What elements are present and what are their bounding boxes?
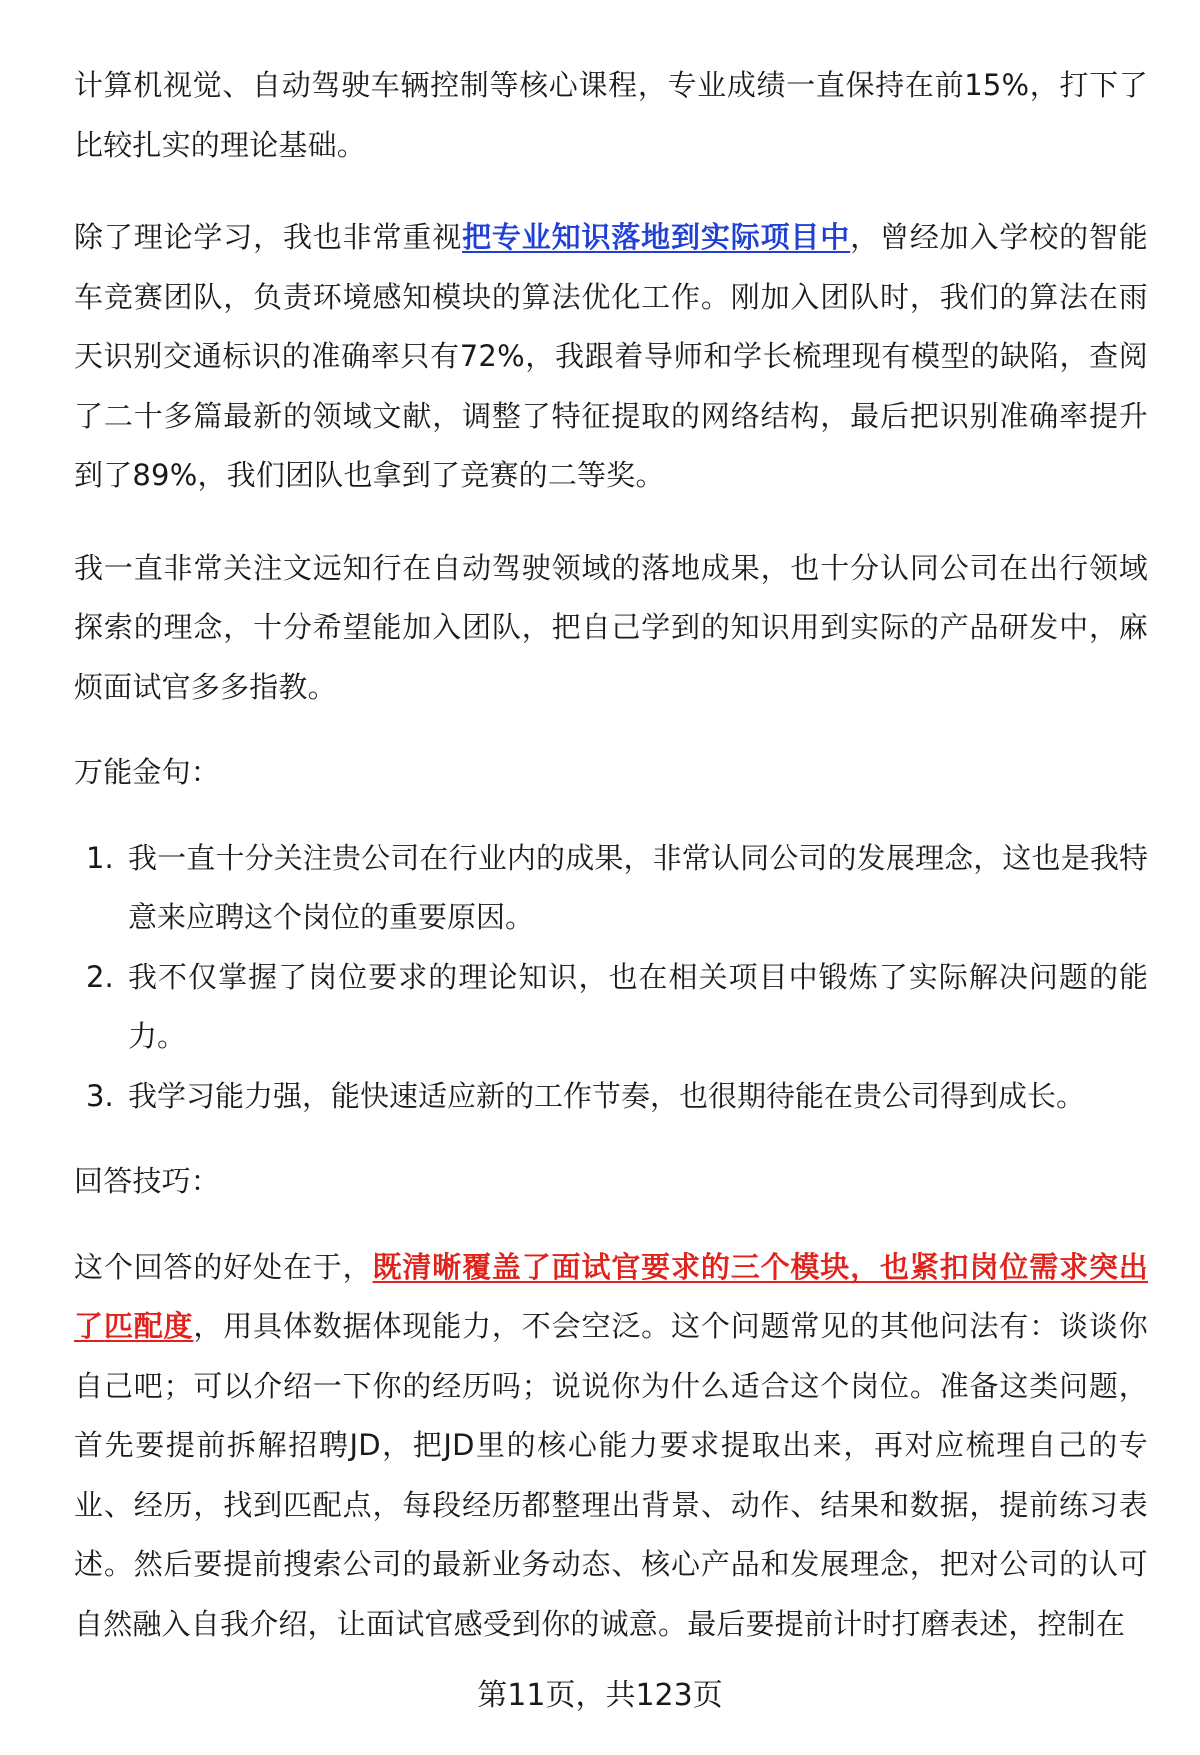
project-detail-text: ，曾经加入学校的智能车竞赛团队，负责环境感知模块的算法优化工作。刚加入团队时，我们的算法在雨天识别交通标识的准确率只有72%，我跟着导师和学长梳理现有模型的缺陷，查阅了二十多篇最新的领域文献，调整了特征提取的网络结构，最后把识别准确率提升到了89%，我们团队也拿到了竞赛的二等奖。 bbox=[74, 220, 1148, 492]
project-intro-text: 除了理论学习，我也非常重视 bbox=[74, 220, 463, 254]
list-item-number: 3. bbox=[86, 1078, 114, 1113]
paragraph-education: 计算机视觉、自动驾驶车辆控制等核心课程，专业成绩一直保持在前15%，打下了比较扎实的理论基础。 bbox=[74, 68, 1148, 162]
tips-intro-text: 这个回答的好处在于， bbox=[74, 1249, 373, 1284]
document-page bbox=[74, 56, 1148, 1654]
list-item-text: 我一直十分关注贵公司在行业内的成果，非常认同公司的发展理念，这也是我特意来应聘这个岗位的重要原因。 bbox=[128, 840, 1148, 934]
list-item-text: 我不仅掌握了岗位要求的理论知识，也在相关项目中锻炼了实际解决问题的能力。 bbox=[128, 959, 1148, 1053]
list-item-number: 1. bbox=[86, 840, 114, 875]
list-item bbox=[74, 948, 1148, 1067]
tips-detail-text: ，用具体数据体现能力，不会空泛。这个问题常见的其他问法有：谈谈你自己吧；可以介绍一下你的经历吗；说说你为什么适合这个岗位。准备这类问题，首先要提前拆解招聘JD，把JD里的核心能力要求提取出来，再对应梳理自己的专业、经历，找到匹配点，每段经历都整理出背景、动作、结果和数据，提前练习表述。然后要提前搜索公司的最新业务动态、核心产品和发展理念，把对公司的认可自然融入自我介绍，让面试官感受到你的诚意。最后要提前计时打磨表述，控制在 bbox=[74, 1309, 1148, 1641]
paragraph-motivation: 我一直非常关注文远知行在自动驾驶领域的落地成果，也十分认同公司在出行领域探索的理念，十分希望能加入团队，把自己学到的知识用到实际的产品研发中，麻烦面试官多多指教。 bbox=[74, 550, 1148, 704]
paragraph-project bbox=[74, 208, 1148, 506]
project-emphasis-link[interactable]: 把专业知识落地到实际项目中 bbox=[462, 220, 851, 254]
list-item bbox=[74, 829, 1148, 948]
tips-heading: 回答技巧： bbox=[74, 1164, 221, 1198]
list-item-number: 2. bbox=[86, 959, 114, 994]
tips-highlight-text: 既清晰覆盖了面试官要求的三个模块，也紧扣岗位需求突出了匹配度 bbox=[74, 1249, 1148, 1343]
quotes-heading: 万能金句： bbox=[74, 755, 221, 789]
paragraph-tips bbox=[74, 1238, 1148, 1655]
list-item bbox=[74, 1067, 1148, 1127]
list-item-text: 我学习能力强，能快速适应新的工作节奏，也很期待能在贵公司得到成长。 bbox=[128, 1078, 1086, 1113]
quotes-list bbox=[74, 829, 1148, 1127]
page-number-footer: 第11页，共123页 bbox=[477, 1678, 723, 1713]
